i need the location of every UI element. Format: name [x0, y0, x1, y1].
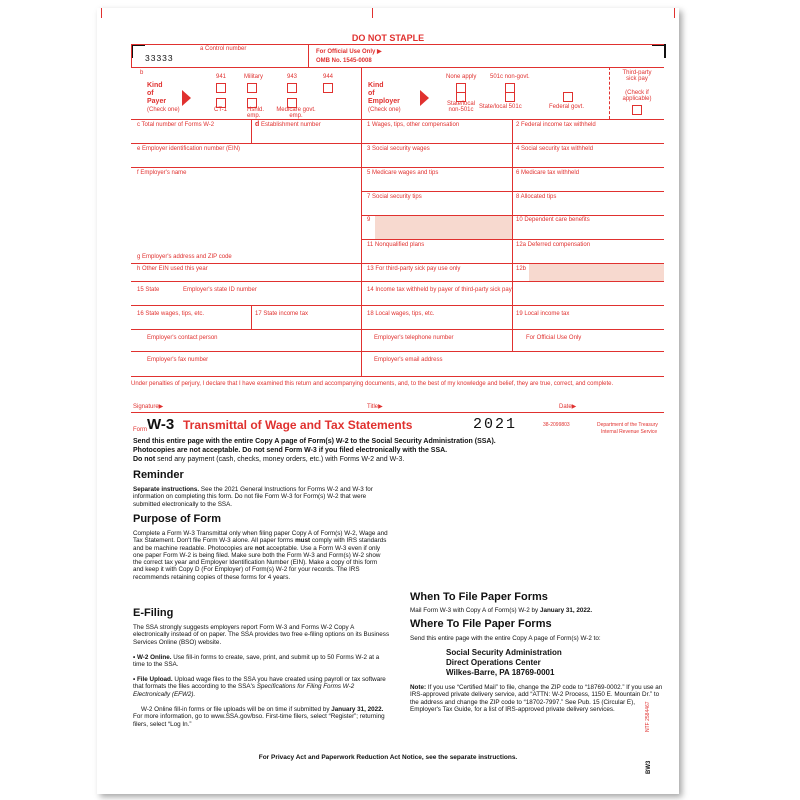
control-number-label: a Control number [200, 46, 247, 52]
field-box8: 8 Allocated tips [516, 194, 557, 200]
note-body: If you use “Certified Mail” to file, change the ZIP code to “18769-0002.” If you use an IRS-approved private delivery service, add “ATTN: W-2 Process, 1150 E. Mountain Dr.” to the address and change the ZIP code to “18702-7997.” See Pub. 15 (Circular E), Employer's Tax Guide, for a list of IRS-approved private delivery services. [410, 684, 663, 713]
reminder-heading: Reminder [133, 469, 184, 481]
file-upload-text: Upload wage files to the SSA you have created using payroll or tax software that formats the files according to the SSA's [133, 676, 386, 691]
form-name: W-3 [147, 416, 175, 433]
note-text [410, 684, 663, 713]
field-box13: 13 For third-party sick pay use only [367, 266, 461, 272]
efiling-w2-online [133, 654, 391, 669]
payer-opt-ct1: CT-1 [214, 107, 228, 113]
kind-of-payer: Kind of Payer [147, 82, 167, 105]
field-box19: 19 Local income tax [516, 311, 570, 317]
field-box3: 3 Social security wages [367, 146, 430, 152]
reminder-body: See the 2021 General Instructions for Forms W-2 and W-3 for information on completing this form. Do not file Form W-3 for Form(s) W-2 that were submitted electronically to the SSA. [133, 486, 373, 508]
send-do-not: Do not [133, 456, 156, 463]
efiling-intro: The SSA strongly suggests employers report Form W-3 and Forms W-2 Copy A electronically instead of on paper. The SSA provides two free e-filing options on its Business Services Online (BSO) website. [133, 624, 390, 646]
field-d: Establishment number [261, 122, 321, 128]
payer-arrow-icon [182, 90, 191, 106]
checkbox-941[interactable] [216, 83, 226, 93]
field-box11: 11 Nonqualified plans [367, 242, 425, 248]
purpose-b: comply with IRS standards and be machine readable. Photocopies are [133, 537, 387, 552]
reminder-bold: Separate instructions. [133, 486, 200, 493]
emp-opt-federal: Federal govt. [549, 104, 585, 110]
field-contact-person: Employer's contact person [147, 335, 218, 341]
employer-arrow-icon [420, 90, 429, 106]
purpose-a: Complete a Form W-3 Transmittal only when filing paper Copy A of Form(s) W-2, Wage and Tax Statement. Don't file Form W-3 alone. All paper forms [133, 530, 388, 545]
tax-year: 2021 [473, 416, 518, 433]
box-b-letter: b [140, 70, 144, 76]
field-box5: 5 Medicare wages and tips [367, 170, 439, 176]
when-text [410, 607, 660, 614]
payer-opt-944: 944 [323, 74, 334, 80]
field-box12b: 12b [516, 266, 527, 272]
form-title: Transmittal of Wage and Tax Statements [183, 418, 413, 432]
corner-mark [131, 44, 145, 58]
file-upload-italic: Specifications for Filing Forms W-2 Electronically (EFW2). [133, 683, 355, 698]
checkbox-third-party[interactable] [632, 105, 642, 115]
tick-mark [372, 8, 373, 18]
field-box4: 4 Social security tax withheld [516, 146, 594, 152]
field-f: f Employer's name [137, 170, 187, 176]
field-fax: Employer's fax number [147, 357, 209, 363]
corner-mark [652, 44, 666, 58]
send-line-2: Photocopies are not acceptable. Do not send Form W-3 if you filed electronically with the SSA. [133, 447, 448, 454]
file-upload-bold: • File Upload. [133, 676, 173, 683]
cat-number: 38-2099803 [543, 422, 570, 428]
field-d-letter: d [255, 121, 260, 128]
payer-opt-hshld: Hshld. emp. [247, 107, 265, 119]
title-label: Title▶ [367, 404, 383, 410]
checkbox-military[interactable] [247, 83, 257, 93]
date-label: Date▶ [559, 404, 577, 410]
control-code: 33333 [145, 53, 174, 63]
w2-online-text: Use fill-in forms to create, save, print, and submit up to 50 Forms W-2 at a time to the SSA. [133, 654, 380, 669]
field-c: c Total number of Forms W-2 [137, 122, 215, 128]
efiling-note [133, 706, 391, 728]
checkbox-state-local-501c[interactable] [505, 92, 515, 102]
payer-opt-medicare: Medicare govt. emp. [276, 107, 316, 119]
field-e: e Employer identification number (EIN) [137, 146, 241, 152]
third-party-note: (Check if applicable) [622, 90, 652, 102]
field-box1: 1 Wages, tips, other compensation [367, 122, 460, 128]
reminder-text [133, 486, 391, 508]
w2-online-bold: • W-2 Online. [133, 654, 172, 661]
field-box15-id: Employer's state ID number [183, 287, 257, 293]
employer-check-one: (Check one) [368, 107, 401, 113]
when-body: Mail Form W-3 with Copy A of Form(s) W-2 by [410, 607, 540, 614]
field-h: h Other EIN used this year [137, 266, 208, 272]
signature-label: Signature▶ [133, 404, 164, 410]
field-box18: 18 Local wages, tips, etc. [367, 311, 435, 317]
efiling-heading: E-Filing [133, 607, 174, 619]
emp-opt-none: None apply [446, 74, 477, 80]
tick-mark [674, 8, 675, 18]
address-line-3: Wilkes-Barre, PA 18769-0001 [446, 668, 555, 677]
purpose-c: acceptable. Use a Form W-3 even if only one paper Form W-2 is being filed. Make sure both the Form W-3 and Form(s) W-2 show the correct tax year and Employer Identification Number (EIN). Make a copy of this form and keep it with Copy D (For Employer) of Form(s) W-2 for your records. The IRS recommends retaining copies of these forms for 4 years. [133, 544, 381, 581]
send-line-3 [133, 456, 404, 463]
field-box9: 9 [367, 217, 371, 223]
purpose-not: not [254, 544, 265, 552]
field-email: Employer's email address [374, 357, 443, 363]
payer-opt-941: 941 [216, 74, 227, 80]
checkbox-943[interactable] [287, 83, 297, 93]
emp-opt-501c: 501c non-govt. [490, 74, 530, 80]
field-box12a: 12a Deferred compensation [516, 242, 591, 248]
field-box6: 6 Medicare tax withheld [516, 170, 580, 176]
purpose-text [133, 530, 389, 581]
field-box14: 14 Income tax withheld by payer of third-party sick pay [367, 287, 512, 293]
checkbox-federal-govt[interactable] [563, 92, 573, 102]
form-word: Form [133, 427, 147, 433]
emp-opt-state-non501c: State/local non-501c [446, 101, 476, 113]
perjury-statement: Under penalties of perjury, I declare that I have examined this return and accompanying documents, and, to the best of my knowledge and belief, they are true, correct, and complete. [131, 381, 614, 387]
field-box16: 16 State wages, tips, etc. [137, 311, 205, 317]
payer-opt-943: 943 [287, 74, 298, 80]
where-text: Send this entire page with the entire Copy A page of Form(s) W-2 to: [410, 635, 601, 642]
send-line-3-text: send any payment (cash, checks, money orders, etc.) with Forms W-2 and W-3. [155, 456, 405, 463]
side-code: NTF 2584467 [645, 701, 651, 732]
irs-label: Internal Revenue Service [601, 429, 658, 435]
omb-number: OMB No. 1545-0008 [316, 58, 372, 64]
field-box2: 2 Federal income tax withheld [516, 122, 596, 128]
field-box10: 10 Dependent care benefits [516, 217, 590, 223]
field-box15: 15 State [137, 287, 160, 293]
box9-shading [375, 216, 512, 239]
address-line-2: Direct Operations Center [446, 658, 541, 667]
efiling-note-date: January 31, 2022. [331, 706, 384, 713]
field-official-use: For Official Use Only [526, 335, 582, 341]
emp-opt-state-501c: State/local 501c [479, 104, 522, 110]
efiling-note-b: For more information, go to www.SSA.gov/bso. First-time filers, select “Register”; returning filers, select “Log In.” [133, 713, 385, 728]
efiling-file-upload [133, 676, 391, 698]
field-box17: 17 State income tax [255, 311, 309, 317]
w3-form-page [97, 8, 679, 794]
kind-of-employer: Kind of Employer [368, 82, 400, 105]
efiling-note-a: W-2 Online fill-in forms or file uploads will be on time if submitted by [141, 706, 332, 713]
official-use-label: For Official Use Only ▶ [316, 49, 382, 55]
address-line-1: Social Security Administration [446, 648, 562, 657]
payer-check-one: (Check one) [147, 107, 180, 113]
purpose-heading: Purpose of Form [133, 513, 222, 525]
third-party-sick-pay: Third-party sick pay [622, 70, 652, 82]
field-g: g Employer's address and ZIP code [137, 254, 232, 260]
field-box7: 7 Social security tips [367, 194, 422, 200]
where-heading: Where To File Paper Forms [410, 618, 552, 630]
do-not-staple: DO NOT STAPLE [351, 33, 425, 43]
checkbox-944[interactable] [323, 83, 333, 93]
note-bold: Note: [410, 684, 427, 691]
send-line-1: Send this entire page with the entire Copy A page of Form(s) W-2 to the Social Security Administration (SSA). [133, 438, 496, 445]
when-heading: When To File Paper Forms [410, 591, 548, 603]
payer-opt-military: Military [244, 74, 263, 80]
tick-mark [101, 8, 102, 18]
side-bw3: BW3 [646, 760, 652, 774]
purpose-must: must [295, 537, 311, 545]
dept-treasury: Department of the Treasury [597, 422, 658, 428]
privacy-notice: For Privacy Act and Paperwork Reduction Act Notice, see the separate instructions. [258, 754, 518, 761]
field-telephone: Employer's telephone number [374, 335, 454, 341]
box12b-shading [529, 264, 664, 281]
when-date: January 31, 2022. [539, 607, 593, 614]
